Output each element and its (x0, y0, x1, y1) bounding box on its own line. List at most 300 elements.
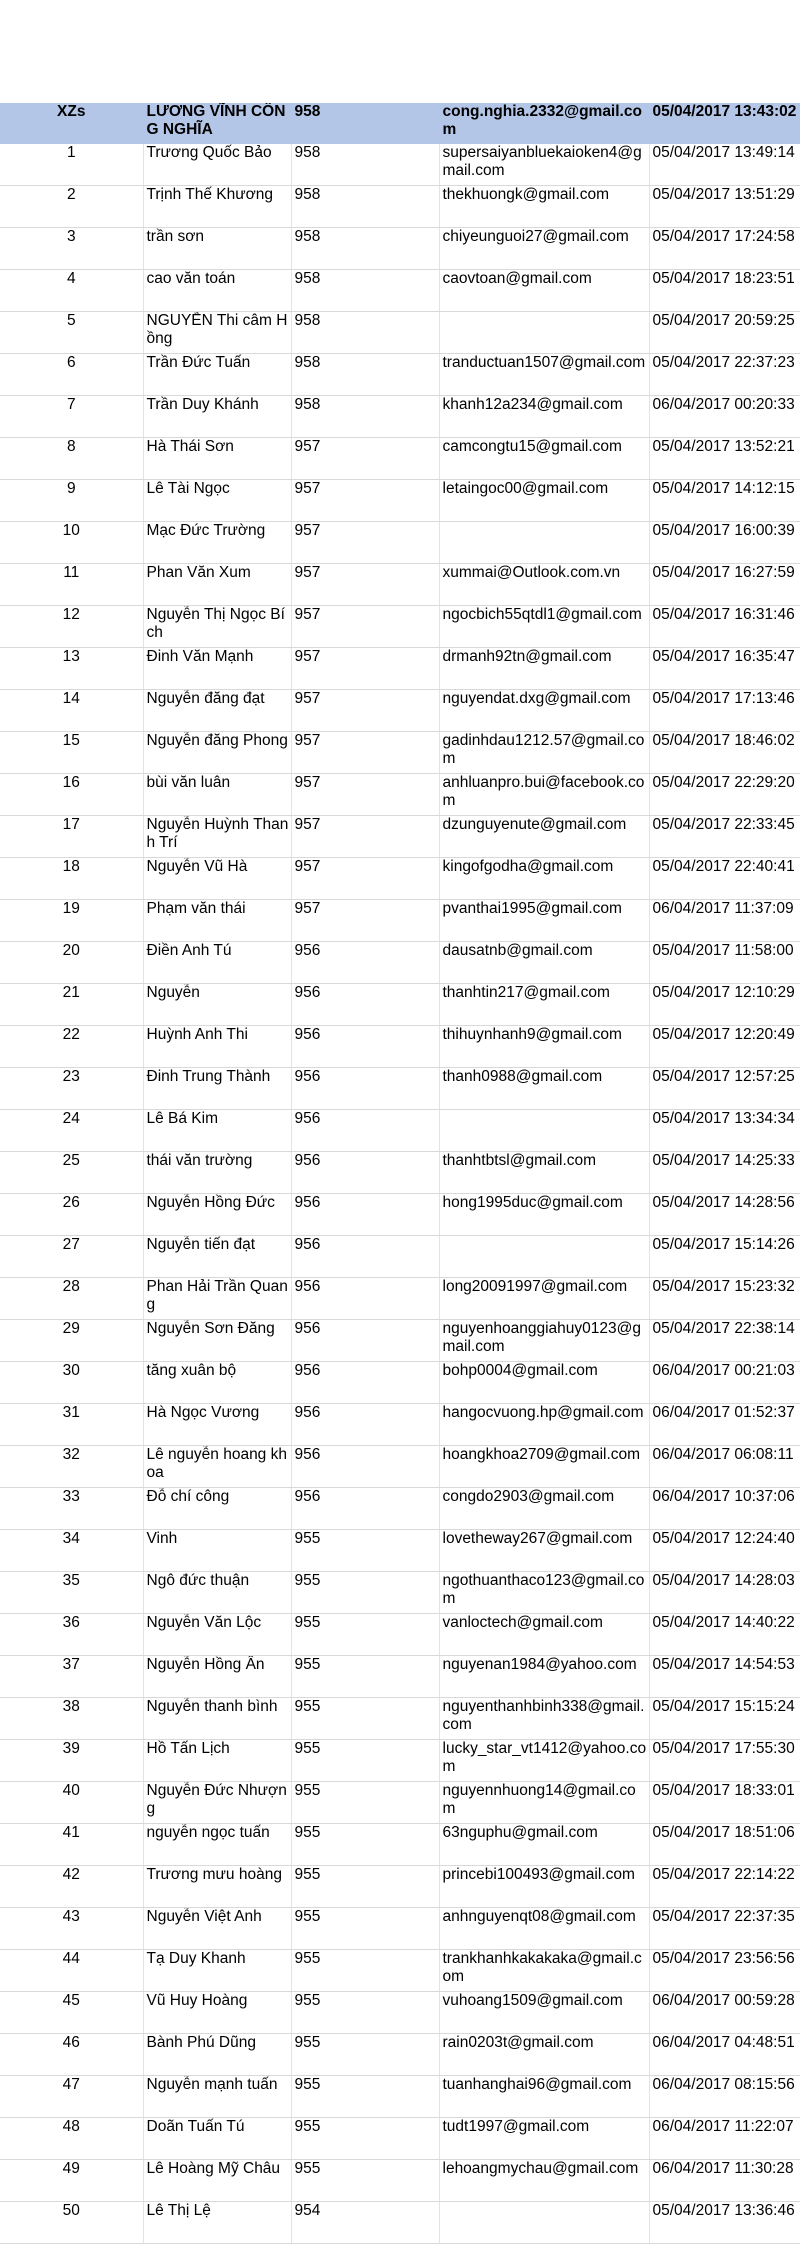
cell-no[interactable]: 29 (0, 1320, 143, 1362)
cell-score[interactable]: 956 (291, 942, 439, 984)
cell-name[interactable]: Điền Anh Tú (143, 942, 291, 984)
cell-time[interactable]: 05/04/2017 15:15:24 (649, 1698, 800, 1740)
cell-no[interactable]: 10 (0, 522, 143, 564)
cell-email[interactable] (439, 2202, 649, 2244)
cell-name[interactable]: Nguyễn Đức Nhượng (143, 1782, 291, 1824)
cell-name[interactable]: nguyễn ngọc tuấn (143, 1824, 291, 1866)
cell-no[interactable]: 41 (0, 1824, 143, 1866)
cell-no[interactable]: 35 (0, 1572, 143, 1614)
cell-score[interactable]: 958 (291, 396, 439, 438)
cell-name[interactable]: Bành Phú Dũng (143, 2034, 291, 2076)
cell-time[interactable]: 06/04/2017 01:52:37 (649, 1404, 800, 1446)
table-row (0, 1824, 800, 1866)
cell-time[interactable]: 05/04/2017 13:36:46 (649, 2202, 800, 2244)
table-row (0, 1950, 800, 1992)
cell-score[interactable]: 955 (291, 1614, 439, 1656)
table-row (0, 228, 800, 270)
table-row (0, 1068, 800, 1110)
table-row (0, 900, 800, 942)
cell-time[interactable]: 06/04/2017 11:30:28 (649, 2160, 800, 2202)
table-row (0, 1572, 800, 1614)
cell-time[interactable]: 05/04/2017 13:49:14 (649, 144, 800, 186)
cell-time[interactable]: 05/04/2017 11:58:00 (649, 942, 800, 984)
cell-email[interactable]: nguyendat.dxg@gmail.com (439, 690, 649, 732)
table-row (0, 1908, 800, 1950)
cell-score[interactable]: 955 (291, 2034, 439, 2076)
cell-name[interactable]: Đỗ chí công (143, 1488, 291, 1530)
cell-email[interactable]: letaingoc00@gmail.com (439, 480, 649, 522)
cell-score[interactable]: 955 (291, 2076, 439, 2118)
cell-no[interactable]: 25 (0, 1152, 143, 1194)
cell-email[interactable]: hoangkhoa2709@gmail.com (439, 1446, 649, 1488)
cell-name[interactable]: Nguyễn (143, 984, 291, 1026)
cell-no[interactable]: 28 (0, 1278, 143, 1320)
cell-name[interactable]: Nguyễn Sơn Đăng (143, 1320, 291, 1362)
cell-time[interactable]: 05/04/2017 22:29:20 (649, 774, 800, 816)
cell-time[interactable]: 05/04/2017 14:28:03 (649, 1572, 800, 1614)
table-row (0, 438, 800, 480)
cell-no[interactable]: 27 (0, 1236, 143, 1278)
cell-name[interactable]: Nguyễn Hồng Ân (143, 1656, 291, 1698)
cell-email[interactable]: thanh0988@gmail.com (439, 1068, 649, 1110)
cell-name[interactable]: Đinh Văn Mạnh (143, 648, 291, 690)
table-row (0, 1152, 800, 1194)
cell-score[interactable]: 958 (291, 228, 439, 270)
header-name[interactable]: LƯƠNG VĨNH CÔNG NGHĨA (143, 103, 291, 144)
cell-email[interactable]: thanhtin217@gmail.com (439, 984, 649, 1026)
cell-no[interactable]: 14 (0, 690, 143, 732)
table-row (0, 1992, 800, 2034)
cell-name[interactable]: Nguyễn thanh bình (143, 1698, 291, 1740)
cell-score[interactable]: 957 (291, 774, 439, 816)
cell-email[interactable]: anhnguyenqt08@gmail.com (439, 1908, 649, 1950)
cell-time[interactable]: 05/04/2017 22:37:35 (649, 1908, 800, 1950)
cell-email[interactable]: congdo2903@gmail.com (439, 1488, 649, 1530)
cell-email[interactable]: vuhoang1509@gmail.com (439, 1992, 649, 2034)
cell-email[interactable]: supersaiyanbluekaioken4@gmail.com (439, 144, 649, 186)
cell-time[interactable]: 05/04/2017 18:46:02 (649, 732, 800, 774)
cell-time[interactable]: 06/04/2017 11:22:07 (649, 2118, 800, 2160)
cell-no[interactable]: 5 (0, 312, 143, 354)
cell-email[interactable]: tranductuan1507@gmail.com (439, 354, 649, 396)
table-row (0, 1782, 800, 1824)
cell-time[interactable]: 05/04/2017 12:10:29 (649, 984, 800, 1026)
cell-no[interactable]: 4 (0, 270, 143, 312)
cell-name[interactable]: Nguyễn đăng Phong (143, 732, 291, 774)
table-row (0, 1698, 800, 1740)
cell-time[interactable]: 05/04/2017 18:23:51 (649, 270, 800, 312)
cell-name[interactable]: Đinh Trung Thành (143, 1068, 291, 1110)
table-row (0, 774, 800, 816)
cell-no[interactable]: 40 (0, 1782, 143, 1824)
cell-score[interactable]: 955 (291, 1866, 439, 1908)
table-row (0, 816, 800, 858)
header-row (0, 103, 800, 144)
table-row (0, 690, 800, 732)
cell-time[interactable]: 05/04/2017 18:33:01 (649, 1782, 800, 1824)
table-row (0, 354, 800, 396)
cell-score[interactable]: 957 (291, 648, 439, 690)
cell-email[interactable]: gadinhdau1212.57@gmail.com (439, 732, 649, 774)
cell-score[interactable]: 955 (291, 1908, 439, 1950)
cell-score[interactable]: 956 (291, 1194, 439, 1236)
cell-name[interactable]: Doãn Tuấn Tú (143, 2118, 291, 2160)
cell-score[interactable]: 954 (291, 2202, 439, 2244)
cell-email[interactable]: nguyenan1984@yahoo.com (439, 1656, 649, 1698)
cell-name[interactable]: Trần Duy Khánh (143, 396, 291, 438)
cell-score[interactable]: 956 (291, 1236, 439, 1278)
cell-email[interactable]: hangocvuong.hp@gmail.com (439, 1404, 649, 1446)
cell-time[interactable]: 05/04/2017 17:55:30 (649, 1740, 800, 1782)
cell-score[interactable]: 955 (291, 1992, 439, 2034)
cell-time[interactable]: 05/04/2017 12:20:49 (649, 1026, 800, 1068)
cell-no[interactable]: 6 (0, 354, 143, 396)
cell-time[interactable]: 05/04/2017 23:56:56 (649, 1950, 800, 1992)
cell-score[interactable]: 956 (291, 1152, 439, 1194)
cell-email[interactable]: khanh12a234@gmail.com (439, 396, 649, 438)
cell-email[interactable]: thekhuongk@gmail.com (439, 186, 649, 228)
cell-email[interactable]: chiyeunguoi27@gmail.com (439, 228, 649, 270)
cell-email[interactable]: nguyenhoanggiahuy0123@gmail.com (439, 1320, 649, 1362)
cell-email[interactable]: drmanh92tn@gmail.com (439, 648, 649, 690)
cell-name[interactable]: bùi văn luân (143, 774, 291, 816)
cell-no[interactable]: 11 (0, 564, 143, 606)
cell-email[interactable]: xummai@Outlook.com.vn (439, 564, 649, 606)
cell-time[interactable]: 05/04/2017 12:57:25 (649, 1068, 800, 1110)
cell-name[interactable]: Ngô đức thuận (143, 1572, 291, 1614)
cell-no[interactable]: 24 (0, 1110, 143, 1152)
cell-no[interactable]: 47 (0, 2076, 143, 2118)
cell-score[interactable]: 955 (291, 2160, 439, 2202)
cell-no[interactable]: 48 (0, 2118, 143, 2160)
cell-score[interactable]: 956 (291, 1110, 439, 1152)
cell-name[interactable]: Trương Quốc Bảo (143, 144, 291, 186)
cell-time[interactable]: 05/04/2017 17:13:46 (649, 690, 800, 732)
cell-time[interactable]: 05/04/2017 14:28:56 (649, 1194, 800, 1236)
cell-email[interactable]: tuanhanghai96@gmail.com (439, 2076, 649, 2118)
results-sheet (0, 103, 800, 2244)
cell-email[interactable]: camcongtu15@gmail.com (439, 438, 649, 480)
cell-name[interactable]: Nguyễn mạnh tuấn (143, 2076, 291, 2118)
cell-score[interactable]: 956 (291, 984, 439, 1026)
cell-no[interactable]: 1 (0, 144, 143, 186)
header-time[interactable]: 05/04/2017 13:43:02 (649, 103, 800, 144)
header-no[interactable]: XZs (0, 103, 143, 144)
cell-no[interactable]: 33 (0, 1488, 143, 1530)
cell-email[interactable]: pvanthai1995@gmail.com (439, 900, 649, 942)
cell-score[interactable]: 955 (291, 1782, 439, 1824)
cell-name[interactable]: Nguyễn Văn Lộc (143, 1614, 291, 1656)
cell-email[interactable]: princebi100493@gmail.com (439, 1866, 649, 1908)
cell-score[interactable]: 956 (291, 1488, 439, 1530)
cell-time[interactable]: 05/04/2017 15:23:32 (649, 1278, 800, 1320)
cell-score[interactable]: 956 (291, 1068, 439, 1110)
cell-name[interactable]: Phạm văn thái (143, 900, 291, 942)
cell-score[interactable]: 957 (291, 522, 439, 564)
cell-time[interactable]: 05/04/2017 22:38:14 (649, 1320, 800, 1362)
cell-no[interactable]: 23 (0, 1068, 143, 1110)
table-row (0, 1446, 800, 1488)
cell-email[interactable]: caovtoan@gmail.com (439, 270, 649, 312)
table-row (0, 2076, 800, 2118)
cell-score[interactable]: 957 (291, 732, 439, 774)
table-row (0, 270, 800, 312)
cell-name[interactable]: thái văn trường (143, 1152, 291, 1194)
cell-time[interactable]: 05/04/2017 22:14:22 (649, 1866, 800, 1908)
cell-name[interactable]: Nguyễn Việt Anh (143, 1908, 291, 1950)
cell-name[interactable]: Tạ Duy Khanh (143, 1950, 291, 1992)
cell-no[interactable]: 12 (0, 606, 143, 648)
cell-time[interactable]: 05/04/2017 16:00:39 (649, 522, 800, 564)
cell-time[interactable]: 06/04/2017 00:21:03 (649, 1362, 800, 1404)
table-row (0, 606, 800, 648)
cell-time[interactable]: 05/04/2017 17:24:58 (649, 228, 800, 270)
cell-score[interactable]: 958 (291, 144, 439, 186)
table-row (0, 1110, 800, 1152)
cell-no[interactable]: 21 (0, 984, 143, 1026)
cell-name[interactable]: Vinh (143, 1530, 291, 1572)
table-row (0, 522, 800, 564)
cell-no[interactable]: 39 (0, 1740, 143, 1782)
cell-no[interactable]: 49 (0, 2160, 143, 2202)
cell-score[interactable]: 957 (291, 816, 439, 858)
cell-time[interactable]: 05/04/2017 14:54:53 (649, 1656, 800, 1698)
cell-no[interactable]: 22 (0, 1026, 143, 1068)
cell-no[interactable]: 30 (0, 1362, 143, 1404)
table-row (0, 1362, 800, 1404)
cell-time[interactable]: 06/04/2017 00:59:28 (649, 1992, 800, 2034)
cell-email[interactable]: nguyenthanhbinh338@gmail.com (439, 1698, 649, 1740)
cell-name[interactable]: trần sơn (143, 228, 291, 270)
cell-name[interactable]: Vũ Huy Hoàng (143, 1992, 291, 2034)
cell-email[interactable]: thanhtbtsl@gmail.com (439, 1152, 649, 1194)
header-email[interactable]: cong.nghia.2332@gmail.com (439, 103, 649, 144)
cell-no[interactable]: 38 (0, 1698, 143, 1740)
cell-no[interactable]: 42 (0, 1866, 143, 1908)
cell-score[interactable]: 956 (291, 1362, 439, 1404)
table-row (0, 2202, 800, 2244)
table-row (0, 984, 800, 1026)
cell-score[interactable]: 956 (291, 1278, 439, 1320)
cell-time[interactable]: 05/04/2017 14:40:22 (649, 1614, 800, 1656)
cell-name[interactable]: Nguyễn Hồng Đức (143, 1194, 291, 1236)
cell-no[interactable]: 17 (0, 816, 143, 858)
cell-score[interactable]: 955 (291, 1740, 439, 1782)
cell-score[interactable]: 958 (291, 270, 439, 312)
table-row (0, 144, 800, 186)
cell-no[interactable]: 3 (0, 228, 143, 270)
table-row (0, 1404, 800, 1446)
cell-score[interactable]: 958 (291, 354, 439, 396)
cell-name[interactable]: Lê Bá Kim (143, 1110, 291, 1152)
cell-name[interactable]: Nguyễn tiến đạt (143, 1236, 291, 1278)
table-row (0, 480, 800, 522)
cell-name[interactable]: Nguyễn Thị Ngọc Bích (143, 606, 291, 648)
cell-no[interactable]: 19 (0, 900, 143, 942)
cell-email[interactable]: rain0203t@gmail.com (439, 2034, 649, 2076)
table-row (0, 1236, 800, 1278)
cell-time[interactable]: 06/04/2017 06:08:11 (649, 1446, 800, 1488)
cell-no[interactable]: 9 (0, 480, 143, 522)
cell-name[interactable]: tăng xuân bộ (143, 1362, 291, 1404)
cell-score[interactable]: 956 (291, 1026, 439, 1068)
table-row (0, 1656, 800, 1698)
cell-score[interactable]: 955 (291, 1950, 439, 1992)
cell-score[interactable]: 956 (291, 1446, 439, 1488)
cell-time[interactable]: 05/04/2017 18:51:06 (649, 1824, 800, 1866)
cell-name[interactable]: Phan Văn Xum (143, 564, 291, 606)
cell-no[interactable]: 32 (0, 1446, 143, 1488)
table-row (0, 1740, 800, 1782)
cell-score[interactable]: 955 (291, 1572, 439, 1614)
cell-time[interactable]: 05/04/2017 12:24:40 (649, 1530, 800, 1572)
cell-time[interactable]: 05/04/2017 13:51:29 (649, 186, 800, 228)
cell-time[interactable]: 06/04/2017 04:48:51 (649, 2034, 800, 2076)
cell-time[interactable]: 05/04/2017 16:27:59 (649, 564, 800, 606)
cell-name[interactable]: Hà Ngọc Vương (143, 1404, 291, 1446)
cell-score[interactable]: 957 (291, 564, 439, 606)
cell-name[interactable]: Mạc Đức Trường (143, 522, 291, 564)
cell-name[interactable]: NGUYỄN Thi câm Hồng (143, 312, 291, 354)
cell-email[interactable]: long20091997@gmail.com (439, 1278, 649, 1320)
cell-no[interactable]: 15 (0, 732, 143, 774)
cell-email[interactable]: ngocbich55qtdl1@gmail.com (439, 606, 649, 648)
table-row (0, 1488, 800, 1530)
cell-no[interactable]: 44 (0, 1950, 143, 1992)
cell-time[interactable]: 06/04/2017 08:15:56 (649, 2076, 800, 2118)
cell-no[interactable]: 37 (0, 1656, 143, 1698)
cell-no[interactable]: 18 (0, 858, 143, 900)
cell-time[interactable]: 05/04/2017 22:33:45 (649, 816, 800, 858)
cell-email[interactable]: hong1995duc@gmail.com (439, 1194, 649, 1236)
cell-score[interactable]: 957 (291, 438, 439, 480)
cell-time[interactable]: 05/04/2017 14:12:15 (649, 480, 800, 522)
cell-no[interactable]: 36 (0, 1614, 143, 1656)
table-row (0, 2034, 800, 2076)
cell-score[interactable]: 955 (291, 1698, 439, 1740)
cell-email[interactable]: tudt1997@gmail.com (439, 2118, 649, 2160)
cell-no[interactable]: 8 (0, 438, 143, 480)
cell-time[interactable]: 05/04/2017 16:35:47 (649, 648, 800, 690)
cell-name[interactable]: Nguyễn đăng đạt (143, 690, 291, 732)
cell-email[interactable]: anhluanpro.bui@facebook.com (439, 774, 649, 816)
cell-score[interactable]: 957 (291, 606, 439, 648)
cell-email[interactable]: bohp0004@gmail.com (439, 1362, 649, 1404)
cell-email[interactable] (439, 1236, 649, 1278)
cell-email[interactable]: lehoangmychau@gmail.com (439, 2160, 649, 2202)
cell-score[interactable]: 955 (291, 2118, 439, 2160)
cell-time[interactable]: 06/04/2017 00:20:33 (649, 396, 800, 438)
cell-name[interactable]: Trịnh Thế Khương (143, 186, 291, 228)
cell-name[interactable]: Lê Tài Ngọc (143, 480, 291, 522)
cell-email[interactable] (439, 312, 649, 354)
cell-score[interactable]: 957 (291, 858, 439, 900)
cell-time[interactable]: 05/04/2017 22:40:41 (649, 858, 800, 900)
cell-score[interactable]: 957 (291, 480, 439, 522)
table-row (0, 1530, 800, 1572)
cell-email[interactable]: kingofgodha@gmail.com (439, 858, 649, 900)
cell-email[interactable]: dzunguyenute@gmail.com (439, 816, 649, 858)
cell-email[interactable]: thihuynhanh9@gmail.com (439, 1026, 649, 1068)
cell-no[interactable]: 50 (0, 2202, 143, 2244)
cell-name[interactable]: Lê Hoàng Mỹ Châu (143, 2160, 291, 2202)
cell-score[interactable]: 955 (291, 1656, 439, 1698)
cell-time[interactable]: 05/04/2017 22:37:23 (649, 354, 800, 396)
cell-score[interactable]: 957 (291, 690, 439, 732)
results-table (0, 103, 800, 2244)
cell-name[interactable]: Huỳnh Anh Thi (143, 1026, 291, 1068)
cell-time[interactable]: 06/04/2017 10:37:06 (649, 1488, 800, 1530)
cell-email[interactable]: ngothuanthaco123@gmail.com (439, 1572, 649, 1614)
cell-name[interactable]: Nguyễn Vũ Hà (143, 858, 291, 900)
cell-no[interactable]: 20 (0, 942, 143, 984)
table-row (0, 1278, 800, 1320)
cell-no[interactable]: 16 (0, 774, 143, 816)
cell-name[interactable]: Trần Đức Tuấn (143, 354, 291, 396)
cell-email[interactable]: lucky_star_vt1412@yahoo.com (439, 1740, 649, 1782)
cell-email[interactable]: vanloctech@gmail.com (439, 1614, 649, 1656)
cell-no[interactable]: 34 (0, 1530, 143, 1572)
cell-no[interactable]: 7 (0, 396, 143, 438)
cell-name[interactable]: Lê nguyễn hoang khoa (143, 1446, 291, 1488)
cell-time[interactable]: 05/04/2017 13:34:34 (649, 1110, 800, 1152)
table-row (0, 1866, 800, 1908)
cell-time[interactable]: 05/04/2017 14:25:33 (649, 1152, 800, 1194)
cell-no[interactable]: 13 (0, 648, 143, 690)
table-row (0, 2118, 800, 2160)
cell-no[interactable]: 2 (0, 186, 143, 228)
cell-no[interactable]: 45 (0, 1992, 143, 2034)
cell-time[interactable]: 05/04/2017 15:14:26 (649, 1236, 800, 1278)
cell-email[interactable] (439, 522, 649, 564)
cell-email[interactable]: lovetheway267@gmail.com (439, 1530, 649, 1572)
cell-score[interactable]: 955 (291, 1824, 439, 1866)
cell-name[interactable]: Hà Thái Sơn (143, 438, 291, 480)
cell-score[interactable]: 958 (291, 186, 439, 228)
table-row (0, 858, 800, 900)
cell-score[interactable]: 956 (291, 1404, 439, 1446)
cell-email[interactable]: nguyennhuong14@gmail.com (439, 1782, 649, 1824)
cell-time[interactable]: 05/04/2017 20:59:25 (649, 312, 800, 354)
cell-no[interactable]: 26 (0, 1194, 143, 1236)
cell-no[interactable]: 43 (0, 1908, 143, 1950)
cell-name[interactable]: Trương mưu hoàng (143, 1866, 291, 1908)
table-row (0, 1614, 800, 1656)
cell-score[interactable]: 956 (291, 1320, 439, 1362)
cell-name[interactable]: cao văn toán (143, 270, 291, 312)
table-row (0, 186, 800, 228)
cell-name[interactable]: Hồ Tấn Lịch (143, 1740, 291, 1782)
cell-score[interactable]: 958 (291, 312, 439, 354)
header-score[interactable]: 958 (291, 103, 439, 144)
cell-name[interactable]: Lê Thị Lệ (143, 2202, 291, 2244)
cell-time[interactable]: 05/04/2017 16:31:46 (649, 606, 800, 648)
table-row (0, 1194, 800, 1236)
cell-no[interactable]: 46 (0, 2034, 143, 2076)
cell-name[interactable]: Phan Hải Trần Quang (143, 1278, 291, 1320)
cell-no[interactable]: 31 (0, 1404, 143, 1446)
cell-name[interactable]: Nguyễn Huỳnh Thanh Trí (143, 816, 291, 858)
cell-score[interactable]: 955 (291, 1530, 439, 1572)
table-row (0, 732, 800, 774)
cell-email[interactable] (439, 1110, 649, 1152)
cell-email[interactable]: 63nguphu@gmail.com (439, 1824, 649, 1866)
cell-email[interactable]: dausatnb@gmail.com (439, 942, 649, 984)
cell-time[interactable]: 06/04/2017 11:37:09 (649, 900, 800, 942)
cell-score[interactable]: 957 (291, 900, 439, 942)
cell-email[interactable]: trankhanhkakakaka@gmail.com (439, 1950, 649, 1992)
cell-time[interactable]: 05/04/2017 13:52:21 (649, 438, 800, 480)
